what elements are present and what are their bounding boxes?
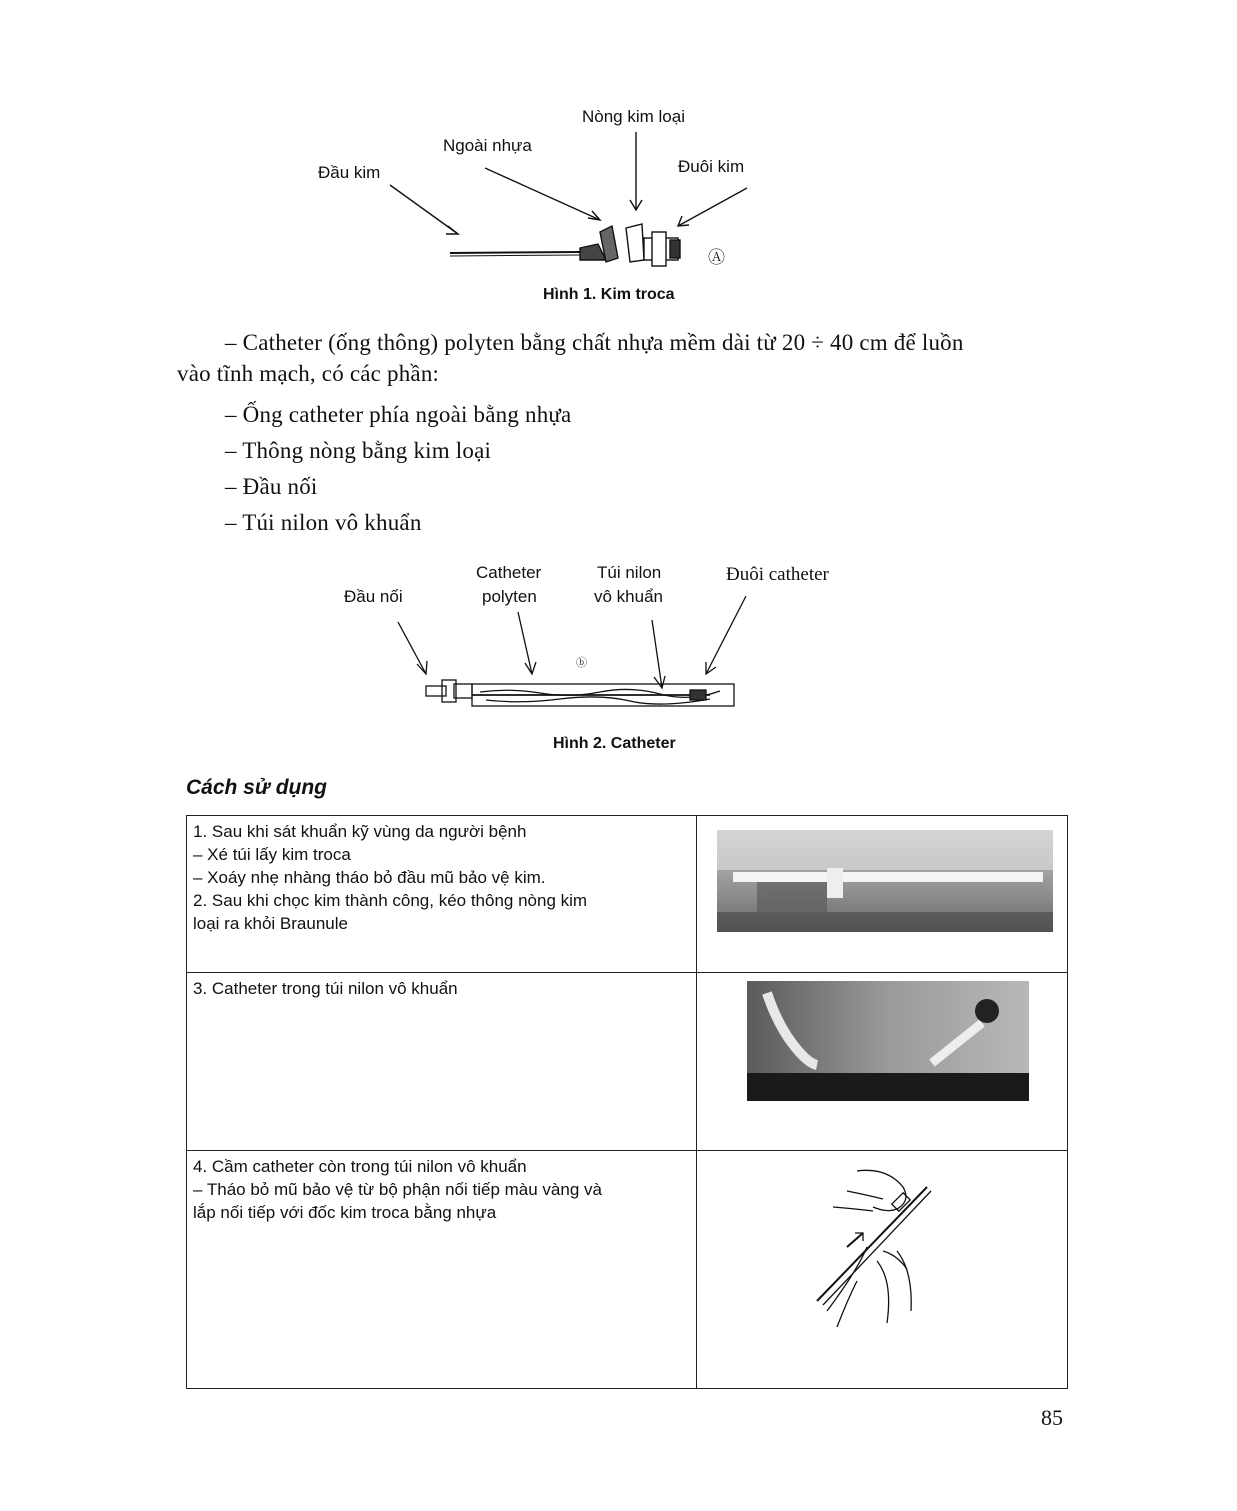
table-cell-text	[187, 816, 697, 973]
photo-troca-in-hand	[697, 816, 1067, 967]
table-cell-image	[697, 816, 1068, 973]
label-nong-kim-loai: Nòng kim loại	[582, 107, 685, 126]
paragraph-line-1: – Catheter (ống thông) polyten bằng chất nhựa mềm dài từ 20 ÷ 40 cm để luồn	[225, 330, 964, 355]
list-item: – Đầu nối	[225, 474, 318, 499]
hands-connecting-catheter-drawing	[697, 1151, 1067, 1383]
label-polyten: polyten	[482, 587, 537, 606]
list-item: – Thông nòng bằng kim loại	[225, 438, 492, 463]
label-duoi-catheter: Đuôi catheter	[726, 564, 829, 585]
label-dau-noi: Đầu nối	[344, 587, 403, 606]
troca-needle-illustration	[430, 120, 770, 280]
table-row	[187, 1151, 1068, 1389]
list-item: – Túi nilon vô khuẩn	[225, 510, 422, 535]
table-row	[187, 973, 1068, 1151]
table-line: 4. Cầm catheter còn trong túi nilon vô khuẩn	[193, 1157, 527, 1176]
usage-table	[186, 815, 1068, 1389]
table-line: – Xé túi lấy kim troca	[193, 845, 351, 864]
photo-catheter-in-bag	[697, 973, 1067, 1145]
table-line: 2. Sau khi chọc kim thành công, kéo thông nòng kim	[193, 891, 588, 910]
section-title: Cách sử dụng	[186, 776, 328, 799]
list-item: – Ống catheter phía ngoài bằng nhựa	[225, 402, 572, 427]
table-cell-text	[187, 973, 697, 1151]
table-line: lắp nối tiếp với đốc kim troca bằng nhựa	[193, 1203, 497, 1222]
catheter-illustration	[390, 600, 750, 720]
table-line: 1. Sau khi sát khuẩn kỹ vùng da người bệnh	[193, 822, 527, 841]
label-catheter: Catheter	[476, 563, 542, 582]
figure-2-caption: Hình 2. Catheter	[553, 735, 676, 752]
table-cell-image	[697, 973, 1068, 1151]
label-duoi-kim: Đuôi kim	[678, 157, 745, 176]
table-line: 3. Catheter trong túi nilon vô khuẩn	[193, 979, 458, 998]
label-tui-nilon: Túi nilon	[597, 563, 662, 582]
paragraph-line-2: vào tĩnh mạch, có các phần:	[177, 361, 440, 386]
table-cell-image	[697, 1151, 1068, 1389]
table-line: loại ra khỏi Braunule	[193, 914, 348, 933]
table-cell-text	[187, 1151, 697, 1389]
table-row	[187, 816, 1068, 973]
table-line: – Xoáy nhẹ nhàng tháo bỏ đầu mũ bảo vệ kim.	[193, 868, 546, 887]
label-vo-khuan: vô khuẩn	[594, 587, 663, 606]
figure-1-caption: Hình 1. Kim troca	[543, 286, 675, 303]
label-dau-kim: Đầu kim	[318, 163, 381, 182]
page-number: 85	[1041, 1405, 1063, 1430]
label-ngoai-nhua: Ngoài nhựa	[443, 136, 532, 155]
marker-b: ⓑ	[576, 657, 587, 669]
marker-a: Ⓐ	[708, 248, 725, 267]
table-line: – Tháo bỏ mũ bảo vệ từ bộ phận nối tiếp màu vàng và	[193, 1180, 602, 1199]
